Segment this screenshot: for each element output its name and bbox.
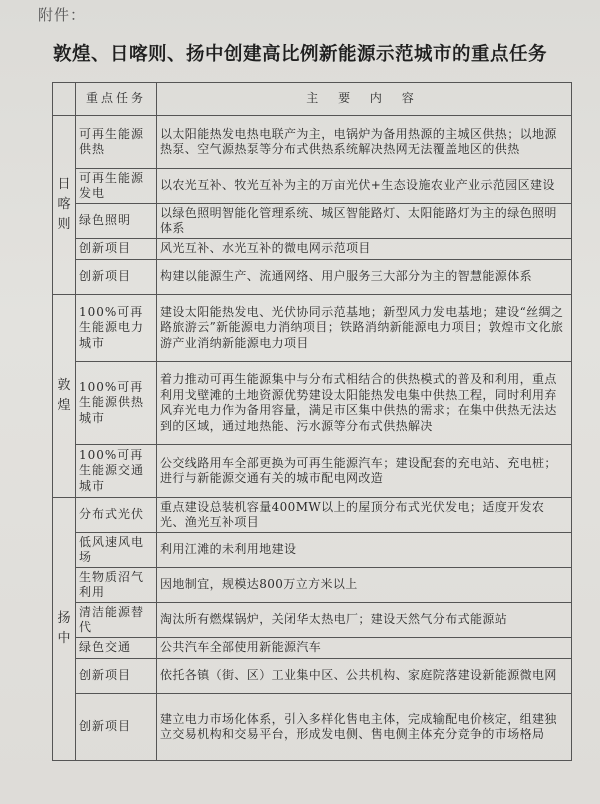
table-row [53,362,572,445]
task-cell: 100%可再生能源交通城市 [76,445,157,498]
content-cell: 淘汰所有燃煤锅炉，关闭华太热电厂；建设天然气分布式能源站 [157,603,572,638]
task-cell: 可再生能源发电 [76,169,157,204]
content-cell: 建设太阳能热发电、光伏协同示范基地；新型风力发电基地；建设“丝绸之路旅游云”新能源电力消纳项目；铁路消纳新能源电力项目；敦煌市文化旅游产业消纳新能源电力项目 [157,295,572,362]
header-city-cell [53,83,76,116]
content-cell: 公交线路用车全部更换为可再生能源汽车；建设配套的充电站、充电桩；进行与新能源交通有关的城市配电网改造 [157,445,572,498]
table-row [53,638,572,659]
table-row [53,295,572,362]
content-cell: 以农光互补、牧光互补为主的万亩光伏+生态设施农业产业示范园区建设 [157,169,572,204]
task-cell: 生物质沼气利用 [76,568,157,603]
table-row [53,239,572,260]
task-cell: 100%可再生能源供热城市 [76,362,157,445]
content-cell: 风光互补、水光互补的微电网示范项目 [157,239,572,260]
table-row [53,533,572,568]
content-cell: 因地制宜，规模达800万立方米以上 [157,568,572,603]
task-cell: 可再生能源供热 [76,116,157,169]
content-cell: 重点建设总装机容量400MW以上的屋顶分布式光伏发电；适度开发农光、渔光互补项目 [157,498,572,533]
table-row [53,169,572,204]
table-row [53,568,572,603]
content-cell: 着力推动可再生能源集中与分布式相结合的供热模式的普及和利用，重点利用戈壁滩的土地资源优势建设太阳能热发电集中供热工程，同时利用弃风弃光电力作为备用容量，满足市区集中供热的需求；在集中供热无法达到的区域，通过地热能、污水源等分布式供热解决 [157,362,572,445]
table-row [53,498,572,533]
table-row [53,659,572,694]
page-title: 敦煌、日喀则、扬中创建高比例新能源示范城市的重点任务 [52,44,547,65]
table-header-row [53,83,572,116]
header-task: 重点任务 [76,83,157,116]
task-cell: 创新项目 [76,694,157,761]
table-row [53,116,572,169]
city-cell: 日 喀 则 [53,116,76,295]
city-cell: 扬 中 [53,498,76,761]
header-content: 主 要 内 容 [157,83,572,116]
task-table [52,82,572,761]
task-cell: 创新项目 [76,239,157,260]
task-cell: 清洁能源替代 [76,603,157,638]
content-cell: 依托各镇（街、区）工业集中区、公共机构、家庭院落建设新能源微电网 [157,659,572,694]
content-cell: 公共汽车全部使用新能源汽车 [157,638,572,659]
task-cell: 100%可再生能源电力城市 [76,295,157,362]
table-row [53,204,572,239]
content-cell: 以绿色照明智能化管理系统、城区智能路灯、太阳能路灯为主的绿色照明体系 [157,204,572,239]
task-cell: 低风速风电场 [76,533,157,568]
table-row [53,603,572,638]
task-cell: 绿色照明 [76,204,157,239]
attachment-label: 附件： [38,6,87,24]
content-cell: 构建以能源生产、流通网络、用户服务三大部分为主的智慧能源体系 [157,260,572,295]
city-cell: 敦 煌 [53,295,76,498]
task-cell: 绿色交通 [76,638,157,659]
content-cell: 建立电力市场化体系，引入多样化售电主体，完成输配电价核定，组建独立交易机构和交易平台，形成发电侧、售电侧主体充分竞争的市场格局 [157,694,572,761]
content-cell: 以太阳能热发电热电联产为主，电锅炉为备用热源的主城区供热；以地源热泵、空气源热泵等分布式供热系统解决热网无法覆盖地区的供热 [157,116,572,169]
table-row [53,694,572,761]
task-cell: 分布式光伏 [76,498,157,533]
table-row [53,445,572,498]
task-cell: 创新项目 [76,260,157,295]
content-cell: 利用江滩的未利用地建设 [157,533,572,568]
task-cell: 创新项目 [76,659,157,694]
table-row [53,260,572,295]
